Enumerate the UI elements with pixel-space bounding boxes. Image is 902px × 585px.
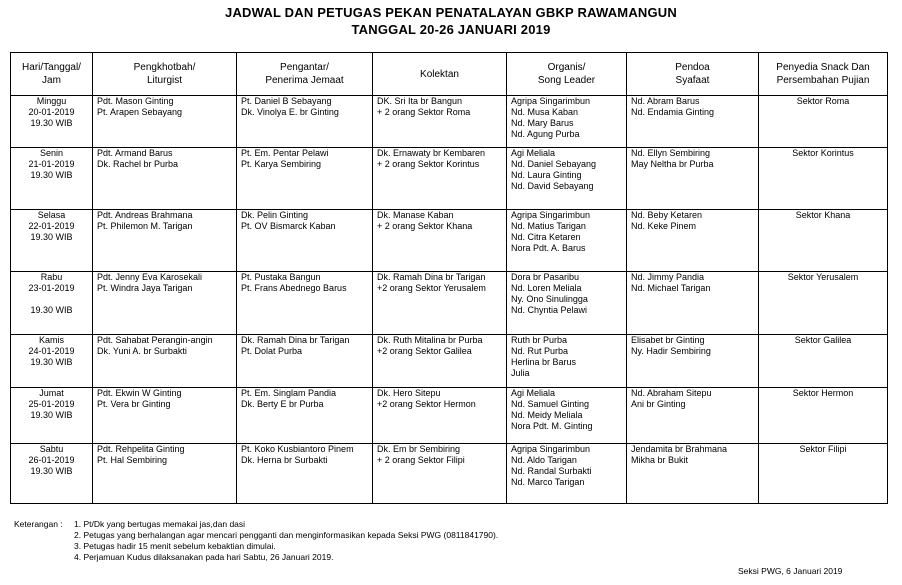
table-row bbox=[11, 272, 888, 335]
person-name: + 2 orang Sektor Roma bbox=[377, 107, 471, 117]
cell-snack-provider bbox=[759, 272, 888, 335]
person-name: May Neltha br Purba bbox=[631, 159, 714, 169]
time-value: 19.30 WIB bbox=[30, 232, 73, 242]
date-value: 26-01-2019 bbox=[28, 455, 75, 465]
date-value: 23-01-2019 bbox=[28, 283, 75, 293]
note-item: 1. Pt/Dk yang bertugas memakai jas,dan dasi bbox=[74, 519, 246, 529]
header-label-line: Hari/Tanggal/ bbox=[22, 62, 81, 73]
cell-preacher bbox=[93, 96, 237, 148]
cell-intercessor bbox=[627, 388, 759, 444]
person-name: Pt. Dolat Purba bbox=[241, 346, 303, 356]
person-name: Pdt. Sahabat Perangin-angin bbox=[97, 335, 213, 345]
cell-preacher bbox=[93, 335, 237, 388]
person-name: Dk. Rachel br Purba bbox=[97, 159, 179, 169]
person-name: Ani br Ginting bbox=[631, 399, 686, 409]
person-name: Mikha br Bukit bbox=[631, 455, 689, 465]
header-organist-song-leader bbox=[507, 53, 627, 96]
person-name: Nd. Aldo Tarigan bbox=[511, 455, 577, 465]
cell-intercessor bbox=[627, 335, 759, 388]
person-name: +2 orang Sektor Hermon bbox=[377, 399, 476, 409]
person-name: Jendamita br Brahmana bbox=[631, 444, 728, 454]
person-name: Nd. Mary Barus bbox=[511, 118, 574, 128]
cell-snack-provider bbox=[759, 148, 888, 210]
cell-organist bbox=[507, 444, 627, 504]
person-name: Julia bbox=[511, 368, 530, 378]
header-intercessor bbox=[627, 53, 759, 96]
sector-name: Sektor Hermon bbox=[792, 388, 854, 398]
cell-usher bbox=[237, 272, 373, 335]
person-name: Pdt. Andreas Brahmana bbox=[97, 210, 193, 220]
header-label-line: Liturgist bbox=[146, 75, 182, 86]
document-title: JADWAL DAN PETUGAS PEKAN PENATALAYAN GBKP RAWAMANGUN bbox=[225, 5, 677, 20]
person-name: Dk. Herna br Surbakti bbox=[241, 455, 328, 465]
cell-organist bbox=[507, 96, 627, 148]
note-item: 4. Perjamuan Kudus dilaksanakan pada hari Sabtu, 26 Januari 2019. bbox=[74, 552, 334, 562]
person-name: Dk. Ramah Dina br Tarigan bbox=[241, 335, 350, 345]
person-name: Nd. Matius Tarigan bbox=[511, 221, 586, 231]
person-name: Agripa Singarimbun bbox=[511, 444, 591, 454]
cell-collector bbox=[373, 335, 507, 388]
sector-name: Sektor Filipi bbox=[799, 444, 847, 454]
day-name: Rabu bbox=[40, 272, 63, 282]
cell-organist bbox=[507, 335, 627, 388]
person-name: Nd. Loren Meliala bbox=[511, 283, 582, 293]
person-name: Nora Pdt. M. Ginting bbox=[511, 421, 593, 431]
cell-day-date bbox=[11, 335, 93, 388]
cell-snack-provider bbox=[759, 444, 888, 504]
person-name: Dk. Em br Sembiring bbox=[377, 444, 461, 454]
cell-collector bbox=[373, 388, 507, 444]
table-row bbox=[11, 96, 888, 148]
cell-collector bbox=[373, 148, 507, 210]
person-name: Dk. Ramah Dina br Tarigan bbox=[377, 272, 486, 282]
spacer bbox=[15, 294, 88, 305]
person-name: + 2 orang Sektor Korintus bbox=[377, 159, 480, 169]
person-name: Dk. Manase Kaban bbox=[377, 210, 454, 220]
date-value: 20-01-2019 bbox=[28, 107, 75, 117]
person-name: Nd. Endamia Ginting bbox=[631, 107, 715, 117]
table-row bbox=[11, 388, 888, 444]
person-name: Agripa Singarimbun bbox=[511, 96, 591, 106]
cell-collector bbox=[373, 96, 507, 148]
cell-collector bbox=[373, 444, 507, 504]
cell-intercessor bbox=[627, 444, 759, 504]
date-value: 22-01-2019 bbox=[28, 221, 75, 231]
cell-snack-provider bbox=[759, 96, 888, 148]
person-name: Herlina br Barus bbox=[511, 357, 577, 367]
cell-day-date bbox=[11, 210, 93, 272]
person-name: Nd. Citra Ketaren bbox=[511, 232, 581, 242]
header-label-line: Pengkhotbah/ bbox=[133, 62, 196, 73]
person-name: Pt. Daniel B Sebayang bbox=[241, 96, 332, 106]
day-name: Minggu bbox=[36, 96, 67, 106]
person-name: Dk. Pelin Ginting bbox=[241, 210, 309, 220]
notes-label: Keterangan : bbox=[14, 519, 63, 529]
person-name: Pdt. Mason Ginting bbox=[97, 96, 174, 106]
person-name: Nd. Randal Surbakti bbox=[511, 466, 592, 476]
cell-preacher bbox=[93, 444, 237, 504]
person-name: Pt. Frans Abednego Barus bbox=[241, 283, 347, 293]
header-label-line: Penyedia Snack Dan bbox=[776, 62, 870, 73]
person-name: Ny. Ono Sinulingga bbox=[511, 294, 588, 304]
cell-intercessor bbox=[627, 272, 759, 335]
person-name: Pt. Hal Sembiring bbox=[97, 455, 168, 465]
day-name: Senin bbox=[39, 148, 64, 158]
person-name: Pt. Arapen Sebayang bbox=[97, 107, 183, 117]
cell-day-date bbox=[11, 96, 93, 148]
notes-section bbox=[14, 519, 498, 563]
person-name: + 2 orang Sektor Khana bbox=[377, 221, 473, 231]
table-header-row bbox=[11, 53, 888, 96]
cell-collector bbox=[373, 272, 507, 335]
date-value: 21-01-2019 bbox=[28, 159, 75, 169]
person-name: Pt. Em. Pentar Pelawi bbox=[241, 148, 329, 158]
cell-usher bbox=[237, 210, 373, 272]
note-item: 3. Petugas hadir 15 menit sebelum kebaktian dimulai. bbox=[74, 541, 276, 551]
person-name: DK. Sri Ita br Bangun bbox=[377, 96, 463, 106]
person-name: Agripa Singarimbun bbox=[511, 210, 591, 220]
person-name: Nd. Marco Tarigan bbox=[511, 477, 585, 487]
person-name: +2 orang Sektor Yerusalem bbox=[377, 283, 486, 293]
cell-intercessor bbox=[627, 210, 759, 272]
cell-usher bbox=[237, 335, 373, 388]
time-value: 19.30 WIB bbox=[30, 305, 73, 315]
person-name: Dk. Hero Sitepu bbox=[377, 388, 441, 398]
cell-organist bbox=[507, 148, 627, 210]
time-value: 19.30 WIB bbox=[30, 118, 73, 128]
person-name: Dk. Berty E br Purba bbox=[241, 399, 324, 409]
day-name: Kamis bbox=[38, 335, 64, 345]
date-value: 25-01-2019 bbox=[28, 399, 75, 409]
person-name: Nd. Musa Kaban bbox=[511, 107, 579, 117]
person-name: Dk. Yuni A. br Surbakti bbox=[97, 346, 187, 356]
person-name: Nd. Rut Purba bbox=[511, 346, 569, 356]
person-name: Nd. Beby Ketaren bbox=[631, 210, 703, 220]
cell-preacher bbox=[93, 272, 237, 335]
person-name: Nd. Abram Barus bbox=[631, 96, 700, 106]
time-value: 19.30 WIB bbox=[30, 410, 73, 420]
person-name: Ruth br Purba bbox=[511, 335, 568, 345]
person-name: Pt. Windra Jaya Tarigan bbox=[97, 283, 193, 293]
day-name: Jumat bbox=[39, 388, 64, 398]
cell-day-date bbox=[11, 388, 93, 444]
header-preacher-liturgist bbox=[93, 53, 237, 96]
day-name: Sabtu bbox=[39, 444, 64, 454]
person-name: Nd. Meidy Meliala bbox=[511, 410, 583, 420]
person-name: Pt. Karya Sembiring bbox=[241, 159, 322, 169]
cell-usher bbox=[237, 96, 373, 148]
table-row bbox=[11, 444, 888, 504]
cell-organist bbox=[507, 388, 627, 444]
time-value: 19.30 WIB bbox=[30, 357, 73, 367]
person-name: Ny. Hadir Sembiring bbox=[631, 346, 711, 356]
cell-snack-provider bbox=[759, 388, 888, 444]
table-row bbox=[11, 335, 888, 388]
table-body bbox=[11, 96, 888, 504]
cell-preacher bbox=[93, 148, 237, 210]
person-name: Pt. Vera br Ginting bbox=[97, 399, 171, 409]
cell-organist bbox=[507, 272, 627, 335]
table-row bbox=[11, 148, 888, 210]
header-label-line: Song Leader bbox=[537, 75, 596, 86]
schedule-table bbox=[10, 52, 888, 504]
cell-collector bbox=[373, 210, 507, 272]
cell-day-date bbox=[11, 272, 93, 335]
header-collector bbox=[373, 53, 507, 96]
cell-usher bbox=[237, 388, 373, 444]
header-day-date-time bbox=[11, 53, 93, 96]
person-name: Nd. Agung Purba bbox=[511, 129, 580, 139]
person-name: Nd. Jimmy Pandia bbox=[631, 272, 705, 282]
notes-list bbox=[74, 519, 498, 563]
date-value: 24-01-2019 bbox=[28, 346, 75, 356]
sector-name: Sektor Khana bbox=[795, 210, 851, 220]
cell-preacher bbox=[93, 210, 237, 272]
cell-day-date bbox=[11, 444, 93, 504]
person-name: Nd. Michael Tarigan bbox=[631, 283, 711, 293]
person-name: Elisabet br Ginting bbox=[631, 335, 705, 345]
person-name: Dk. Ruth Mitalina br Purba bbox=[377, 335, 483, 345]
person-name: Dora br Pasaribu bbox=[511, 272, 580, 282]
document-subtitle: TANGGAL 20-26 JANUARI 2019 bbox=[351, 22, 551, 37]
cell-intercessor bbox=[627, 148, 759, 210]
header-label-line: Penerima Jemaat bbox=[265, 75, 344, 86]
header-label-line: Organis/ bbox=[547, 62, 586, 73]
person-name: Nd. Keke Pinem bbox=[631, 221, 697, 231]
sector-name: Sektor Yerusalem bbox=[787, 272, 859, 282]
footer-signature: Seksi PWG, 6 Januari 2019 bbox=[738, 566, 843, 576]
header-usher-receiver bbox=[237, 53, 373, 96]
person-name: Pdt. Armand Barus bbox=[97, 148, 173, 158]
person-name: Pt. Pustaka Bangun bbox=[241, 272, 321, 282]
sector-name: Sektor Roma bbox=[796, 96, 850, 106]
cell-organist bbox=[507, 210, 627, 272]
person-name: Nora Pdt. A. Barus bbox=[511, 243, 586, 253]
person-name: Dk. Ernawaty br Kembaren bbox=[377, 148, 486, 158]
table-row bbox=[11, 210, 888, 272]
cell-day-date bbox=[11, 148, 93, 210]
time-value: 19.30 WIB bbox=[30, 466, 73, 476]
person-name: Pt. Koko Kusbiantoro Pinem bbox=[241, 444, 354, 454]
person-name: Pdt. Rehpelita Ginting bbox=[97, 444, 185, 454]
day-name: Selasa bbox=[37, 210, 66, 220]
header-label-line: Syafaat bbox=[675, 75, 710, 86]
cell-snack-provider bbox=[759, 335, 888, 388]
cell-preacher bbox=[93, 388, 237, 444]
cell-snack-provider bbox=[759, 210, 888, 272]
header-label-line: Pendoa bbox=[675, 62, 710, 73]
header-label-line: Pengantar/ bbox=[280, 62, 329, 73]
person-name: Pt. OV Bismarck Kaban bbox=[241, 221, 336, 231]
person-name: Nd. Samuel Ginting bbox=[511, 399, 590, 409]
person-name: Agi Meliala bbox=[511, 148, 556, 158]
person-name: Nd. Daniel Sebayang bbox=[511, 159, 597, 169]
person-name: Nd. Chyntia Pelawi bbox=[511, 305, 588, 315]
header-label-line: Kolektan bbox=[420, 68, 459, 80]
cell-intercessor bbox=[627, 96, 759, 148]
cell-usher bbox=[237, 148, 373, 210]
person-name: Nd. David Sebayang bbox=[511, 181, 594, 191]
person-name: Dk. Vinolya E. br Ginting bbox=[241, 107, 339, 117]
person-name: Nd. Abraham Sitepu bbox=[631, 388, 712, 398]
sector-name: Sektor Korintus bbox=[792, 148, 854, 158]
person-name: Pt. Philemon M. Tarigan bbox=[97, 221, 193, 231]
person-name: + 2 orang Sektor Filipi bbox=[377, 455, 465, 465]
sector-name: Sektor Galilea bbox=[794, 335, 852, 345]
note-item: 2. Petugas yang berhalangan agar mencari pengganti dan menginformasikan kepada Seksi PWG (0811841790). bbox=[74, 530, 499, 540]
person-name: Nd. Laura Ginting bbox=[511, 170, 582, 180]
person-name: Nd. Ellyn Sembiring bbox=[631, 148, 711, 158]
header-label-line: Persembahan Pujian bbox=[776, 75, 870, 86]
header-label-line: Jam bbox=[42, 75, 61, 86]
person-name: Agi Meliala bbox=[511, 388, 556, 398]
person-name: Pdt. Ekwin W Ginting bbox=[97, 388, 182, 398]
header-snack-provider bbox=[759, 53, 888, 96]
person-name: Pt. Em. Singlam Pandia bbox=[241, 388, 337, 398]
cell-usher bbox=[237, 444, 373, 504]
time-value: 19.30 WIB bbox=[30, 170, 73, 180]
person-name: Pdt. Jenny Eva Karosekali bbox=[97, 272, 203, 282]
person-name: +2 orang Sektor Galilea bbox=[377, 346, 472, 356]
